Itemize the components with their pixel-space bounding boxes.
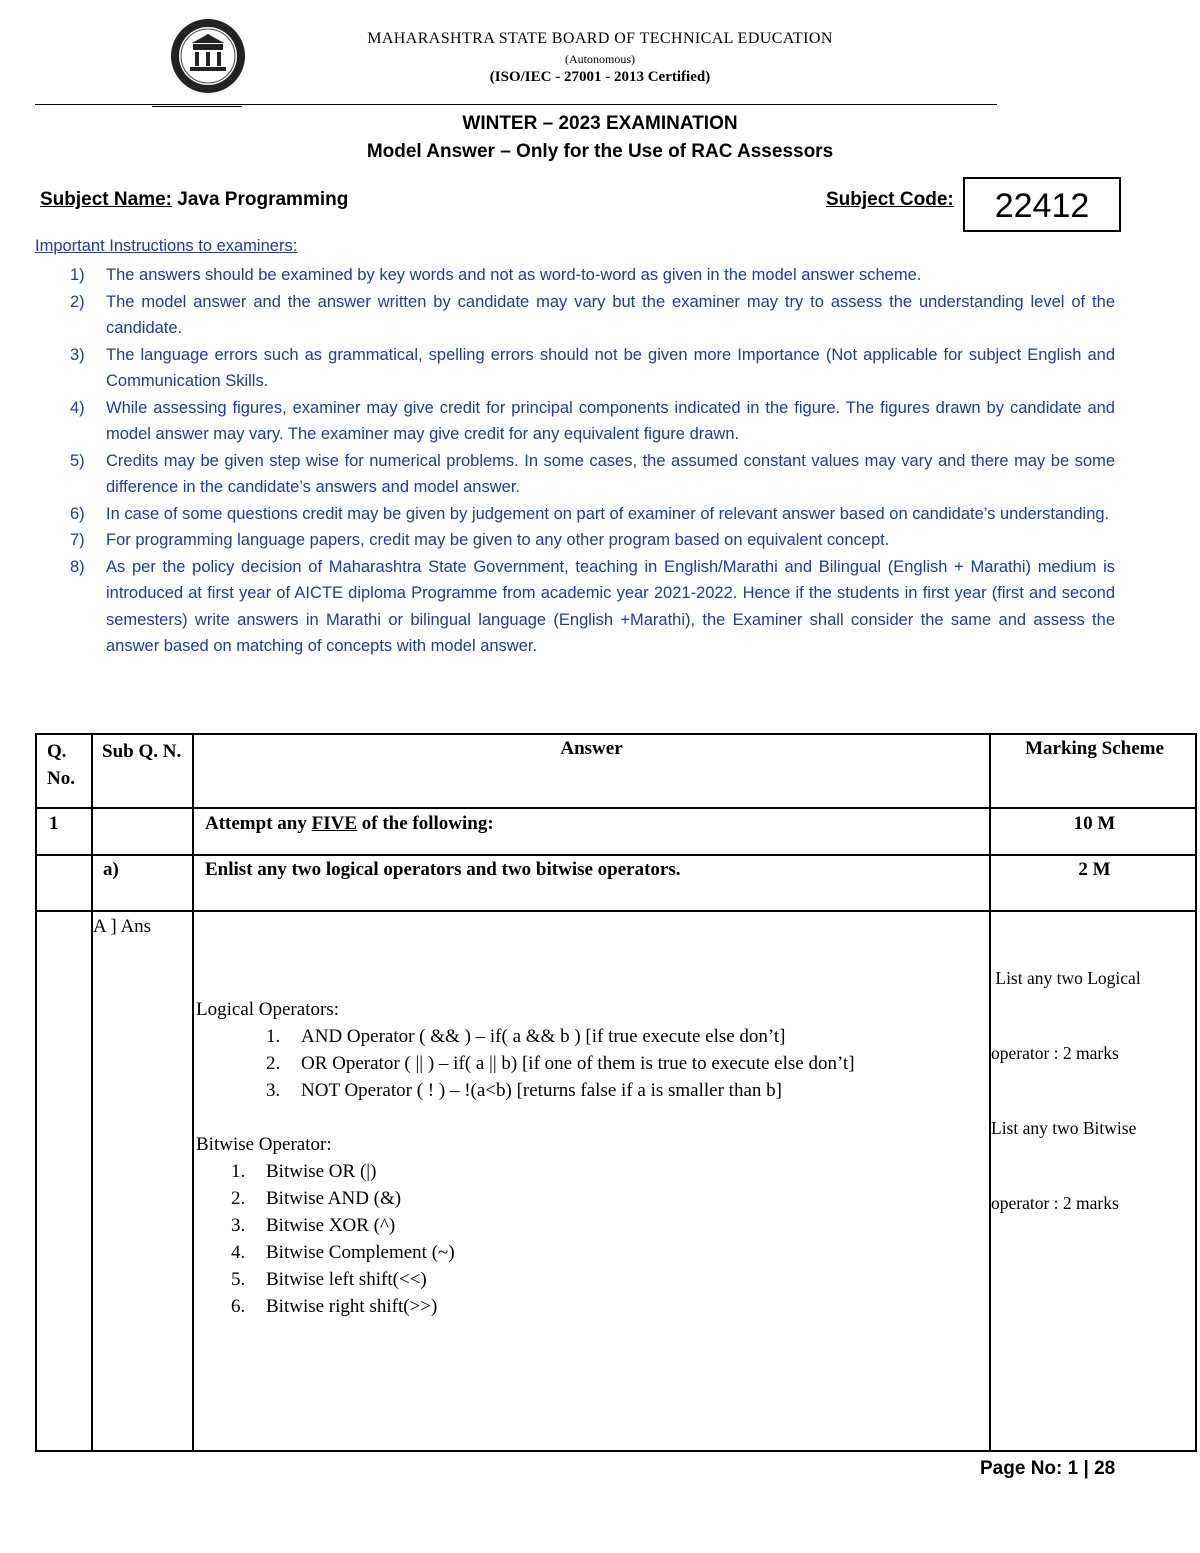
list-text: Bitwise AND (&) [266,1188,402,1209]
list-text: AND Operator ( && ) – if( a && b ) [if true execute else don’t] [301,1026,786,1047]
list-text: Bitwise Complement (~) [266,1242,455,1263]
page-number: Page No: 1 | 28 [980,1458,1116,1479]
row3-subqn: A ] Ans [93,916,152,937]
subject-code-label: Subject Code: [826,189,954,210]
list-number: 1. [231,1161,246,1182]
list-number: 6. [231,1296,246,1317]
marking-line: List any two Bitwise [991,1118,1137,1138]
instruction-text: In case of some questions credit may be given by judgement on part of examiner of relevant answer based on candidate’s understanding. [106,504,1110,523]
instruction-number: 4) [70,398,85,417]
list-number: 1. [266,1026,281,1047]
row2-subqn: a) [103,859,119,880]
row1-question-suffix: of the following: [357,813,494,834]
list-item [266,1023,988,1050]
row2-question: Enlist any two logical operators and two bitwise operators. [205,859,681,880]
bitwise-operators-list [196,1158,988,1320]
list-item [266,1077,988,1104]
list-number: 3. [266,1080,281,1101]
header-divider-accent [152,106,242,107]
header-marking-scheme: Marking Scheme [1025,738,1164,759]
list-item [231,1158,988,1185]
instructions-list [35,262,1115,660]
instruction-item [35,448,1115,501]
instruction-item [35,501,1115,528]
row3-marking-scheme [991,916,1196,1266]
instruction-text: For programming language papers, credit may be given to any other program based on equivalent concept. [106,531,890,549]
exam-title: WINTER – 2023 EXAMINATION [462,113,738,134]
list-item [266,1050,988,1077]
logical-operators-title: Logical Operators: [196,999,339,1020]
page-label: Page No: [980,1458,1068,1479]
instruction-text: While assessing figures, examiner may give credit for principal components indicated in the figure. The figures drawn by candidate and model answer may vary. The examiner may give credit for any equivalent figure drawn. [106,398,1115,443]
instruction-number: 3) [70,345,85,364]
bitwise-operators-title: Bitwise Operator: [196,1134,332,1155]
instruction-text: The model answer and the answer written by candidate may vary but the examiner may try to assess the understanding level of the candidate. [106,292,1115,337]
instruction-number: 8) [70,557,85,576]
marking-line: operator : 2 marks [991,1193,1119,1213]
row1-question-emphasis: FIVE [311,813,358,834]
header-answer: Answer [560,738,623,759]
instruction-number: 2) [70,292,85,311]
list-item [231,1212,988,1239]
instruction-item [35,554,1115,660]
column-divider [91,735,93,1450]
marking-line: operator : 2 marks [991,1043,1119,1063]
instruction-number: 6) [70,504,85,523]
instruction-number: 1) [70,266,85,284]
subject-code-value: 22412 [963,177,1121,232]
model-answer-title: Model Answer – Only for the Use of RAC Assessors [366,141,834,162]
instruction-item [35,289,1115,342]
instructions-title: Important Instructions to examiners: [35,237,298,255]
instruction-item [35,262,1115,289]
iso-certification: (ISO/IEC - 27001 - 2013 Certified) [489,69,711,85]
answer-table [35,733,1197,1452]
row-divider [37,854,1195,856]
board-name: MAHARASHTRA STATE BOARD OF TECHNICAL EDUCATION [367,30,833,47]
instruction-number: 7) [70,531,85,549]
list-text: Bitwise XOR (^) [266,1215,396,1236]
page-current: 1 [1067,1458,1079,1479]
answer-body [196,996,988,1320]
subject-name-value: Java Programming [177,189,349,210]
autonomous-label: (Autonomous) [565,52,635,66]
list-item [231,1185,988,1212]
list-text: OR Operator ( || ) – if( a || b) [if one of them is true to execute else don’t] [301,1053,855,1074]
instruction-text: As per the policy decision of Maharashtra State Government, teaching in English/Marathi and Bilingual (English + Marathi) medium is introduced at first year of AICTE diploma Programme from academic year 2021-2022. Hence if the students in first year (first and second semesters) write answers in Marathi or bilingual language (English +Marathi), the Examiner shall consider the same and assess the answer based on matching of concepts with model answer. [106,557,1115,655]
list-number: 4. [231,1242,246,1263]
logical-operators-list [196,1023,988,1104]
subject-name-label: Subject Name: [40,189,172,210]
marking-line: List any two Logical [991,968,1141,988]
row-divider [37,910,1195,912]
row-divider [37,807,1195,809]
row1-question-prefix: Attempt any [205,813,312,834]
list-text: NOT Operator ( ! ) – !(a<b) [returns false if a is smaller than b] [301,1080,782,1101]
row2-marks: 2 M [1078,859,1111,880]
list-item [231,1239,988,1266]
instruction-number: 5) [70,451,85,470]
row1-qno: 1 [49,813,59,834]
instruction-item [35,527,1115,554]
list-number: 2. [231,1188,246,1209]
header-divider [35,104,997,105]
instruction-text: The answers should be examined by key words and not as word-to-word as given in the model answer scheme. [106,266,922,284]
list-number: 3. [231,1215,246,1236]
list-item [231,1293,988,1320]
header-qno: Q. No. [47,741,75,789]
row1-marks: 10 M [1073,813,1116,834]
instruction-item [35,342,1115,395]
list-number: 5. [231,1269,246,1290]
instruction-text: The language errors such as grammatical, spelling errors should not be given more Importance (Not applicable for subject English and Communication Skills. [106,345,1115,390]
row1-question [205,813,494,835]
list-number: 2. [266,1053,281,1074]
page-total: 28 [1094,1458,1116,1479]
msbte-emblem-icon [168,16,248,96]
list-text: Bitwise left shift(<<) [266,1269,427,1290]
header-subqn: Sub Q. N. [102,741,182,762]
instruction-item [35,395,1115,448]
list-item [231,1266,988,1293]
column-divider [192,735,194,1450]
subject-name [40,189,348,211]
list-text: Bitwise OR (|) [266,1161,377,1182]
instruction-text: Credits may be given step wise for numerical problems. In some cases, the assumed constant values may vary and there may be some difference in the candidate’s answers and model answer. [106,451,1115,496]
list-text: Bitwise right shift(>>) [266,1296,438,1317]
